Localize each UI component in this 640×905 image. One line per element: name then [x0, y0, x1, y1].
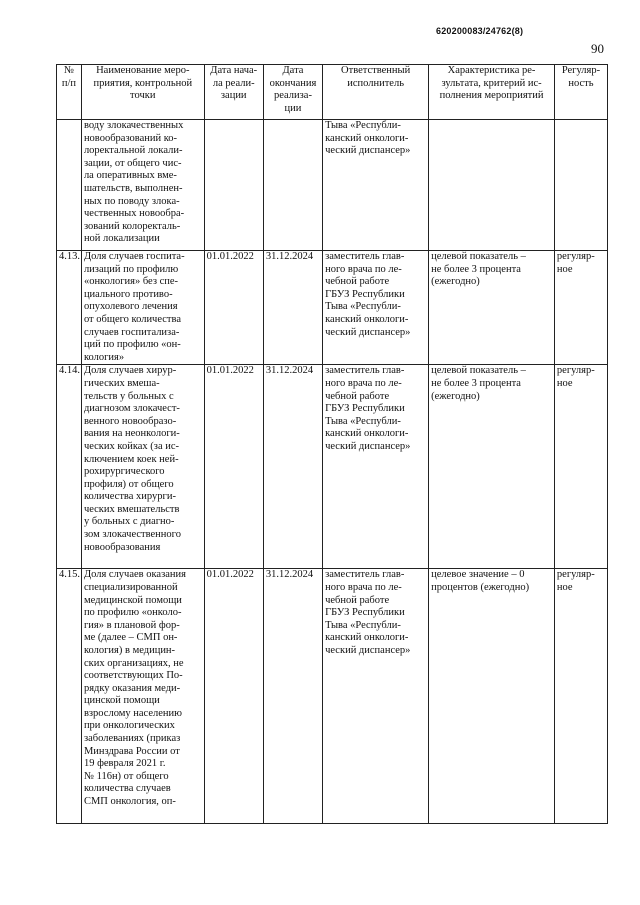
- cell-regularity: регуляр- ное: [554, 251, 607, 365]
- table-row: [57, 120, 608, 251]
- cell-start-date: 01.01.2022: [204, 365, 263, 569]
- table-header-row: [57, 65, 608, 120]
- document-id: 620200083/24762(8): [436, 26, 524, 36]
- cell-name: воду злокачественных новообразований ко- лоректальной локали- зации, от общего чис- ла оперативных вме- шательств, выполнен- ных по поводу злока- чественных новообра- зований колоректаль- ной локализации: [81, 120, 204, 251]
- col-header-regularity: Регуляр- ность: [554, 65, 607, 120]
- table-row: [57, 569, 608, 824]
- cell-end-date: 31.12.2024: [263, 251, 322, 365]
- cell-number: [57, 120, 82, 251]
- cell-end-date: [263, 120, 322, 251]
- col-header-name: Наименование меро- приятия, контрольной точки: [81, 65, 204, 120]
- table-row: [57, 365, 608, 569]
- cell-characteristic: целевой показатель – не более 3 процента (ежегодно): [429, 251, 555, 365]
- cell-regularity: [554, 120, 607, 251]
- cell-end-date: 31.12.2024: [263, 365, 322, 569]
- cell-start-date: 01.01.2022: [204, 251, 263, 365]
- cell-end-date: 31.12.2024: [263, 569, 322, 824]
- cell-number: 4.13.: [57, 251, 82, 365]
- col-header-responsible: Ответственный исполнитель: [323, 65, 429, 120]
- cell-responsible: заместитель глав- ного врача по ле- чебной работе ГБУЗ Республики Тыва «Республи- канский онкологи- ческий диспансер»: [323, 251, 429, 365]
- cell-responsible: заместитель глав- ного врача по ле- чебной работе ГБУЗ Республики Тыва «Республи- канский онкологи- ческий диспансер»: [323, 569, 429, 824]
- cell-characteristic: целевое значение – 0 процентов (ежегодно): [429, 569, 555, 824]
- program-table: [56, 64, 608, 824]
- col-header-end-date: Дата окончания реализа- ции: [263, 65, 322, 120]
- col-header-characteristic: Характеристика ре- зультата, критерий ис- полнения мероприятий: [429, 65, 555, 120]
- cell-responsible: заместитель глав- ного врача по ле- чебной работе ГБУЗ Республики Тыва «Республи- канский онкологи- ческий диспансер»: [323, 365, 429, 569]
- cell-regularity: регуляр- ное: [554, 365, 607, 569]
- cell-number: 4.14.: [57, 365, 82, 569]
- cell-start-date: [204, 120, 263, 251]
- cell-characteristic: целевой показатель – не более 3 процента (ежегодно): [429, 365, 555, 569]
- cell-responsible: Тыва «Республи- канский онкологи- ческий диспансер»: [323, 120, 429, 251]
- cell-start-date: 01.01.2022: [204, 569, 263, 824]
- col-header-start-date: Дата нача- ла реали- зации: [204, 65, 263, 120]
- page-number: 90: [591, 41, 604, 56]
- cell-characteristic: [429, 120, 555, 251]
- cell-name: Доля случаев госпита- лизаций по профилю «онкология» без спе- циального противо- опухолевого лечения от общего количества случаев госпитализа- ций по профилю «он- кология»: [81, 251, 204, 365]
- cell-number: 4.15.: [57, 569, 82, 824]
- col-header-number: № п/п: [57, 65, 82, 120]
- table-row: [57, 251, 608, 365]
- cell-regularity: регуляр- ное: [554, 569, 607, 824]
- cell-name: Доля случаев хирур- гических вмеша- тельств у больных с диагнозом злокачест- венного новообразо- вания на неонкологи- ческих койках (за ис- ключением коек ней- рохирургического профиля) от общего количества хирурги- ческих вмешательств у больных с диагно- зом злокачественного новообразования: [81, 365, 204, 569]
- cell-name: Доля случаев оказания специализированной медицинской помощи по профилю «онколо- гия» в плановой фор- ме (далее – СМП он- кология) в медицин- ских организациях, не соответствующих По- рядку оказания меди- цинской помощи взрослому населению при онкологических заболеваниях (приказ Минздрава России от 19 февраля 2021 г. № 116н) от общего количества случаев СМП онкология, оп-: [81, 569, 204, 824]
